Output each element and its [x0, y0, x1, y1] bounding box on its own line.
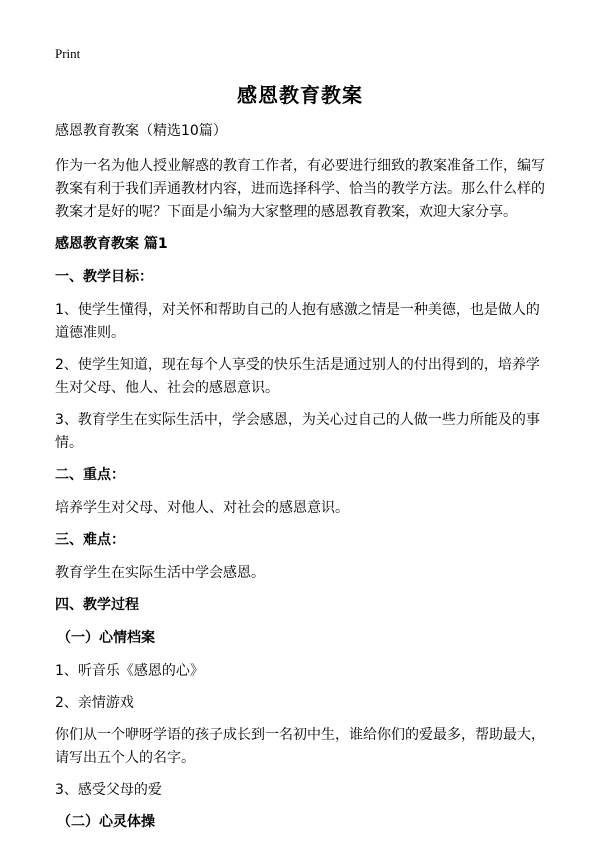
goals-heading: 一、教学目标： — [55, 269, 153, 285]
difficulty-text: 教育学生在实际生活中学会感恩。 — [55, 565, 265, 581]
goal-item-1: 1、使学生懂得，对关怀和帮助自己的人抱有感激之情是一种美德，也是做人的道德准则。 — [55, 302, 540, 341]
page-title: 感恩教育教案 — [237, 83, 363, 107]
difficulty-heading: 三、难点： — [55, 532, 125, 548]
key-point-heading: 二、重点： — [55, 467, 125, 483]
part-1-heading: （一）心情档案 — [57, 630, 155, 646]
step-2: 2、亲情游戏 — [55, 695, 134, 711]
print-link[interactable]: Print — [55, 46, 81, 61]
goal-item-3: 3、教育学生在实际生活中，学会感恩，为关心过自己的人做一些力所能及的事情。 — [55, 412, 540, 451]
goal-item-2: 2、使学生知道，现在每个人享受的快乐生活是通过别人的付出得到的，培养学生对父母、他人、社会的感恩意识。 — [55, 357, 540, 396]
step-1: 1、听音乐《感恩的心》 — [55, 663, 204, 679]
section-title: 感恩教育教案 篇1 — [55, 236, 168, 252]
part-2-heading: （二）心灵体操 — [57, 814, 155, 830]
document-body — [55, 120, 550, 844]
document-subtitle: 感恩教育教案（精选10篇） — [55, 123, 227, 139]
process-heading: 四、教学过程 — [55, 597, 139, 613]
key-point-text: 培养学生对父母、对他人、对社会的感恩意识。 — [55, 500, 349, 516]
intro-paragraph: 作为一名为他人授业解惑的教育工作者，有必要进行细致的教案准备工作，编写教案有利于我们弄通教材内容，进而选择科学、恰当的教学方法。那么什么样的教案才是好的呢？下面是小编为大家整理的感恩教育教案，欢迎大家分享。 — [55, 158, 545, 220]
step-2-text: 你们从一个咿呀学语的孩子成长到一名初中生，谁给你们的爱最多，帮助最大，请写出五个人的名字。 — [55, 727, 545, 766]
step-3: 3、感受父母的爱 — [55, 782, 162, 798]
